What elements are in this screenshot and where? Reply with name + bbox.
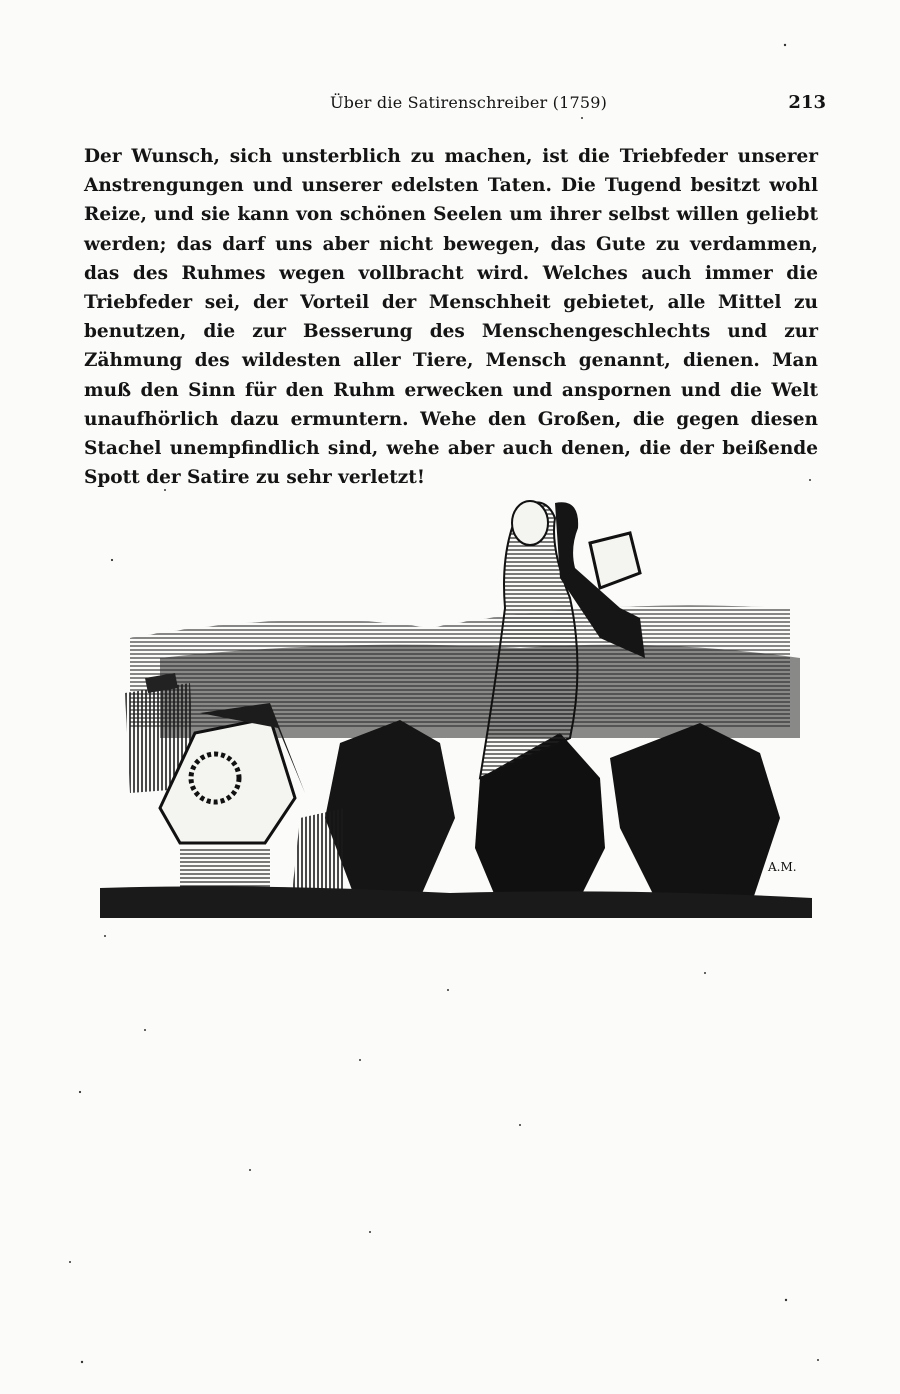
illustrator-signature: A.M. (768, 860, 797, 874)
page-number: 213 (788, 92, 826, 113)
engraving-illustration (100, 488, 812, 918)
body-text (84, 142, 818, 492)
paragraph: Der Wunsch, sich unsterblich zu machen, ist die Triebfeder unserer Anstrengungen und unserer edelsten Taten. Die Tugend besitzt wohl Reize, und sie kann von schönen Seelen um ihrer selbst willen geliebt werden; das darf uns aber nicht bewegen, das Gute zu verdammen, das des Ruhmes wegen vollbracht wird. Welches auch immer die Triebfeder sei, der Vorteil der Menschheit gebietet, alle Mittel zu benutzen, die zur Besserung des Menschengeschlechts und zur Zähmung des wildesten aller Tiere, Mensch genannt, dienen. Man muß den Sinn für den Ruhm erwecken und anspornen und die Welt unaufhörlich dazu ermuntern. Wehe den Großen, die gegen diesen Stachel unempfindlich sind, wehe aber auch denen, die der beißende Spott der Satire zu sehr verletzt! (84, 146, 818, 489)
running-header: Über die Satirenschreiber (1759) (330, 93, 608, 112)
